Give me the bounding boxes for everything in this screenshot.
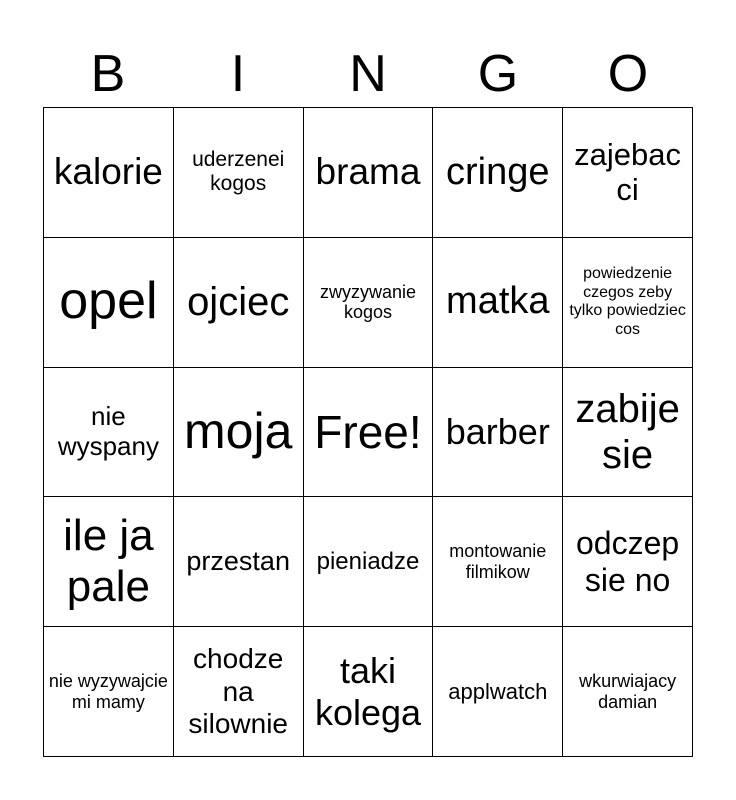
bingo-cell[interactable]: kalorie xyxy=(44,108,174,238)
bingo-grid xyxy=(43,107,693,757)
bingo-cell[interactable]: montowanie filmikow xyxy=(433,497,563,627)
bingo-cell[interactable]: chodze na silownie xyxy=(174,627,304,757)
header-letter-i: I xyxy=(230,45,246,103)
header-letter-n: N xyxy=(349,45,387,103)
bingo-cell[interactable]: zajebac ci xyxy=(563,108,693,238)
bingo-cell[interactable]: nie wyzywajcie mi mamy xyxy=(44,627,174,757)
bingo-cell[interactable]: uderzenei kogos xyxy=(174,108,304,238)
bingo-cell[interactable]: ojciec xyxy=(174,238,304,368)
bingo-cell[interactable]: zabije sie xyxy=(563,368,693,498)
bingo-cell[interactable]: ile ja pale xyxy=(44,497,174,627)
bingo-cell[interactable]: przestan xyxy=(174,497,304,627)
bingo-cell[interactable]: barber xyxy=(433,368,563,498)
bingo-cell[interactable]: powiedzenie czegos zeby tylko powiedziec cos xyxy=(563,238,693,368)
bingo-cell[interactable]: cringe xyxy=(433,108,563,238)
bingo-cell[interactable]: matka xyxy=(433,238,563,368)
bingo-cell[interactable]: brama xyxy=(304,108,434,238)
bingo-cell[interactable]: odczep sie no xyxy=(563,497,693,627)
bingo-cell[interactable]: zwyzywanie kogos xyxy=(304,238,434,368)
bingo-cell[interactable]: opel xyxy=(44,238,174,368)
bingo-cell[interactable]: nie wyspany xyxy=(44,368,174,498)
bingo-header xyxy=(43,40,693,108)
free-space-cell[interactable]: Free! xyxy=(304,368,434,498)
bingo-cell[interactable]: wkurwiajacy damian xyxy=(563,627,693,757)
header-letter-b: B xyxy=(90,45,126,103)
bingo-cell[interactable]: pieniadze xyxy=(304,497,434,627)
bingo-cell[interactable]: taki kolega xyxy=(304,627,434,757)
bingo-cell[interactable]: moja xyxy=(174,368,304,498)
header-letter-o: O xyxy=(607,45,649,103)
bingo-cell[interactable]: applwatch xyxy=(433,627,563,757)
header-letter-g: G xyxy=(477,45,519,103)
